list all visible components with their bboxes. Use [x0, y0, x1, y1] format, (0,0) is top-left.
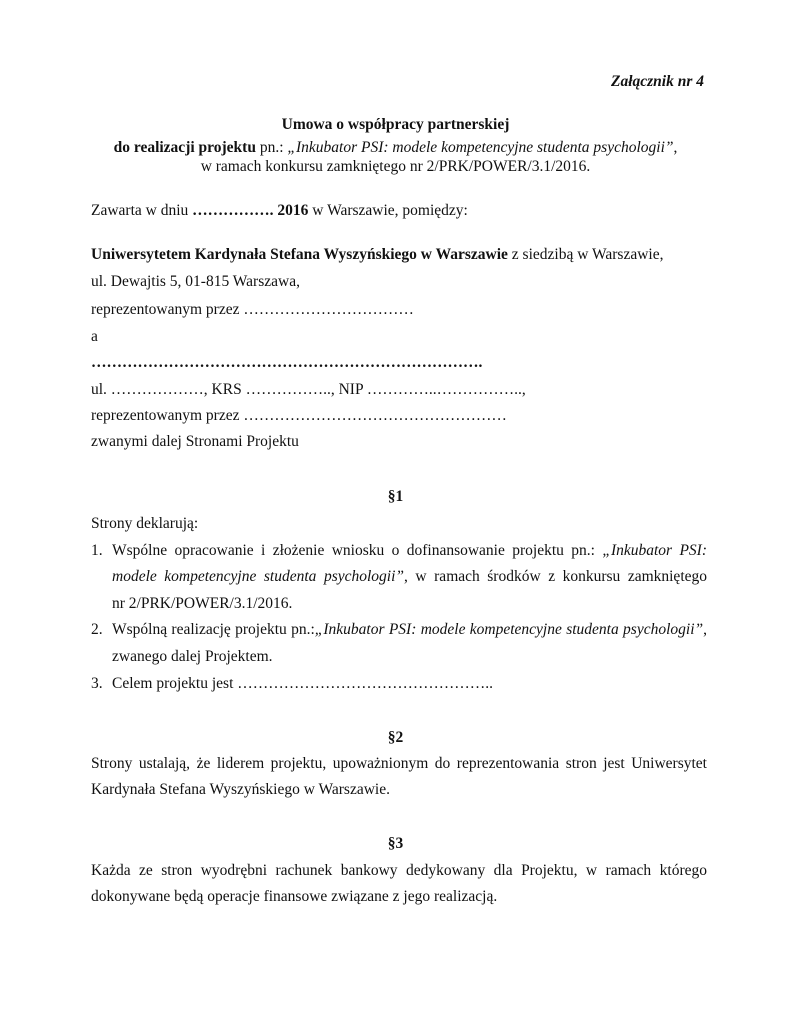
annex-label [611, 72, 704, 92]
document-title [0, 115, 791, 135]
party2-name: …………………………………………………………………. [91, 354, 483, 371]
item2-number: 2. [91, 621, 103, 638]
item2-line1-comma: , [703, 621, 707, 638]
concluded-post: w Warszawie, pomiędzy: [308, 202, 468, 219]
item1-number: 1. [91, 542, 103, 559]
section2-heading [0, 728, 791, 748]
subtitle-comma: , [673, 139, 678, 156]
item1-line1-text: Wspólne opracowanie i złożenie wniosku o dofinansowanie projektu pn.: [112, 542, 603, 559]
section2-heading-text: §2 [387, 729, 404, 746]
party1-name: Uniwersytetem Kardynała Stefana Wyszyńskiego w Warszawie [91, 246, 508, 263]
document-subtitle-line1 [0, 138, 791, 158]
section1-intro: Strony deklarują: [91, 515, 199, 532]
item1-line2-italic: modele kompetencyjne studenta psychologii” [112, 568, 405, 585]
section3-line1: Każda ze stron wyodrębni rachunek bankowy dedykowany dla Projektu, w ramach którego [91, 862, 707, 879]
section3-line2: dokonywane będą operacje finansowe związane z jego realizacją. [91, 888, 498, 905]
subtitle-bold: do realizacji projektu [113, 139, 256, 156]
party1-name-line [91, 245, 663, 265]
section1-heading [0, 487, 791, 507]
subtitle-pn: pn.: [255, 139, 288, 156]
section1-heading-text: §1 [387, 488, 404, 505]
document-subtitle-line2 [0, 157, 791, 177]
item3-number: 3. [91, 675, 103, 692]
item2-line2: zwanego dalej Projektem. [112, 648, 273, 665]
concluded-pre: Zawarta w dniu [91, 202, 193, 219]
item1-line2-text: , w ramach środków z konkursu zamkniętego [404, 568, 708, 585]
item2-line1-text: Wspólną realizację projektu pn.: [112, 621, 315, 638]
party2-name-line [91, 353, 482, 373]
concluded-line [91, 201, 468, 221]
item1-line2 [112, 567, 707, 587]
section2-line2: Kardynała Stefana Wyszyńskiego w Warszawie. [91, 781, 390, 798]
party1-address: ul. Dewajtis 5, 01-815 Warszawa, [91, 273, 300, 290]
party1-represented: reprezentowanym przez …………………………… [91, 301, 414, 318]
item1-line1-italic: „Inkubator PSI: [602, 542, 707, 559]
subtitle-project-name: „Inkubator PSI: modele kompetencyjne studenta psychologii” [287, 139, 674, 156]
item1-line1 [112, 541, 707, 561]
section3-heading [0, 834, 791, 854]
section2-line1: Strony ustalają, że liderem projektu, upoważnionym do reprezentowania stron jest Uniwersytet [91, 755, 707, 772]
party2-address: ul. ………………, KRS …………….., NIP …………..…………….., [91, 381, 526, 398]
item1-line3: nr 2/PRK/POWER/3.1/2016. [112, 595, 293, 612]
subtitle-line2-text: w ramach konkursu zamkniętego nr 2/PRK/POWER/3.1/2016. [200, 158, 591, 175]
concluded-date: ……………. 2016 [192, 202, 309, 219]
party2-represented: reprezentowanym przez …………………………………………… [91, 407, 507, 424]
title-text: Umowa o współpracy partnerskiej [281, 116, 510, 133]
and-word: a [91, 328, 98, 345]
item3-line: Celem projektu jest ………………………………………….. [112, 675, 494, 692]
item2-line1 [112, 620, 707, 640]
party2-called: zwanymi dalej Stronami Projektu [91, 433, 299, 450]
section3-heading-text: §3 [387, 835, 404, 852]
annex-text: Załącznik nr 4 [610, 73, 704, 90]
item2-line1-italic: „Inkubator PSI: modele kompetencyjne studenta psychologii” [314, 621, 704, 638]
party1-seat: z siedzibą w Warszawie, [507, 246, 664, 263]
